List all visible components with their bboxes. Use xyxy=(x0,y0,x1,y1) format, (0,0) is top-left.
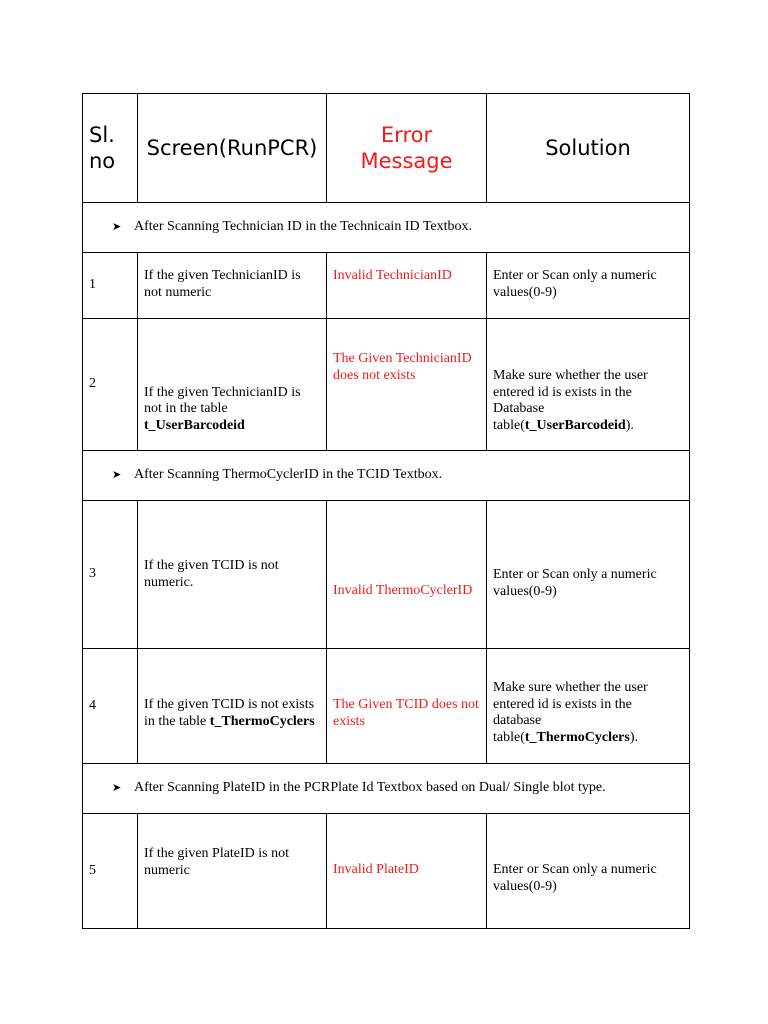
screen-cell: If the given TechnicianID is not in the table t_UserBarcodeid xyxy=(138,319,327,451)
row-number: 4 xyxy=(83,649,138,764)
solution-cell: Make sure whether the user entered id is exists in the Database table(t_UserBarcodeid). xyxy=(487,319,690,451)
table-row xyxy=(83,253,690,319)
arrow-bullet-icon: ➤ xyxy=(112,221,122,234)
screen-cell: If the given TCID is not numeric. xyxy=(138,501,327,649)
header-screen: Screen(RunPCR) xyxy=(138,94,327,203)
solution-cell: Make sure whether the user entered id is exists in the database table(t_ThermoCyclers). xyxy=(487,649,690,764)
table-name: t_UserBarcodeid xyxy=(144,417,245,433)
header-solution: Solution xyxy=(487,94,690,203)
error-cell: Invalid ThermoCyclerID xyxy=(327,501,487,649)
table-name: t_UserBarcodeid xyxy=(524,417,626,433)
section-row xyxy=(83,764,690,814)
header-row xyxy=(83,94,690,203)
error-cell: Invalid PlateID xyxy=(327,814,487,929)
table-row xyxy=(83,319,690,451)
section-row xyxy=(83,203,690,253)
section-title: After Scanning ThermoCyclerID in the TCID Textbox. xyxy=(134,467,443,483)
screen-cell: If the given PlateID is not numeric xyxy=(138,814,327,929)
header-error-message: Error Message xyxy=(327,94,487,203)
solution-cell: Enter or Scan only a numeric values(0-9) xyxy=(487,253,690,319)
section-title: After Scanning PlateID in the PCRPlate Id Textbox based on Dual/ Single blot type. xyxy=(134,780,606,796)
arrow-bullet-icon: ➤ xyxy=(112,782,122,795)
error-cell: The Given TCID does not exists xyxy=(327,649,487,764)
section-title: After Scanning Technician ID in the Technicain ID Textbox. xyxy=(134,219,473,235)
row-number: 5 xyxy=(83,814,138,929)
table-row xyxy=(83,649,690,764)
solution-cell: Enter or Scan only a numeric values(0-9) xyxy=(487,814,690,929)
table-name: t_ThermoCyclers xyxy=(524,729,630,745)
screen-cell: If the given TechnicianID is not numeric xyxy=(138,253,327,319)
header-sl-no: Sl. no xyxy=(83,94,138,203)
table-row xyxy=(83,814,690,929)
row-number: 3 xyxy=(83,501,138,649)
row-number: 1 xyxy=(83,253,138,319)
screen-cell: If the given TCID is not exists in the table t_ThermoCyclers xyxy=(138,649,327,764)
error-cell: The Given TechnicianID does not exists xyxy=(327,319,487,451)
section-row xyxy=(83,451,690,501)
error-table xyxy=(82,93,690,929)
table-name: t_ThermoCyclers xyxy=(209,713,315,729)
error-cell: Invalid TechnicianID xyxy=(327,253,487,319)
arrow-bullet-icon: ➤ xyxy=(112,469,122,482)
row-number: 2 xyxy=(83,319,138,451)
table-row xyxy=(83,501,690,649)
solution-cell: Enter or Scan only a numeric values(0-9) xyxy=(487,501,690,649)
